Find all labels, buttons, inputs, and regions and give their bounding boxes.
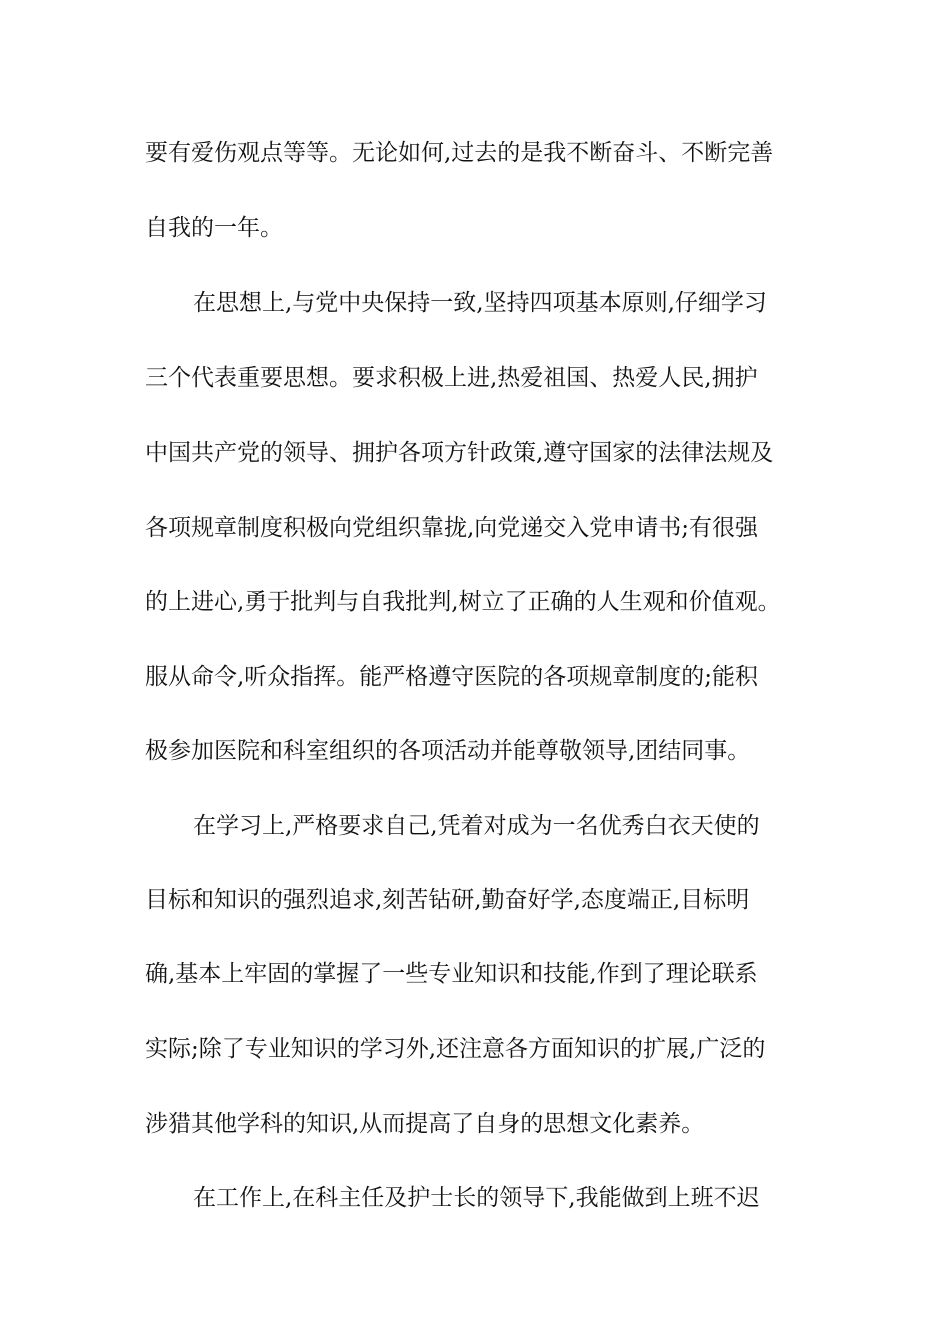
text-line: 的上进心,勇于批判与自我批判,树立了正确的人生观和价值观。	[145, 589, 781, 615]
text-line: 确,基本上牢固的掌握了一些专业知识和技能,作到了理论联系	[145, 961, 758, 987]
text-line: 各项规章制度积极向党组织靠拢,向党递交入党申请书;有很强	[145, 515, 759, 541]
text-line: 三个代表重要思想。要求积极上进,热爱祖国、热爱人民,拥护	[145, 365, 758, 391]
text-line: 要有爱伤观点等等。无论如何,过去的是我不断奋斗、不断完善	[145, 140, 774, 166]
text-line: 服从命令,听众指挥。能严格遵守医院的各项规章制度的;能积	[145, 664, 759, 690]
text-line: 极参加医院和科室组织的各项活动并能尊敬领导,团结同事。	[145, 738, 751, 764]
text-line: 自我的一年。	[145, 215, 283, 241]
text-line: 中国共产党的领导、拥护各项方针政策,遵守国家的法律法规及	[145, 440, 774, 466]
paragraph-first-line: 在工作上,在科主任及护士长的领导下,我能做到上班不迟	[193, 1185, 760, 1211]
paragraph-first-line: 在思想上,与党中央保持一致,坚持四项基本原则,仔细学习	[193, 290, 767, 316]
text-line: 目标和知识的强烈追求,刻苦钻研,勤奋好学,态度端正,目标明	[145, 887, 750, 913]
text-line: 涉猎其他学科的知识,从而提高了自身的思想文化素养。	[145, 1111, 705, 1137]
text-line: 实际;除了专业知识的学习外,还注意各方面知识的扩展,广泛的	[145, 1036, 766, 1062]
paragraph-first-line: 在学习上,严格要求自己,凭着对成为一名优秀白衣天使的	[193, 813, 760, 839]
